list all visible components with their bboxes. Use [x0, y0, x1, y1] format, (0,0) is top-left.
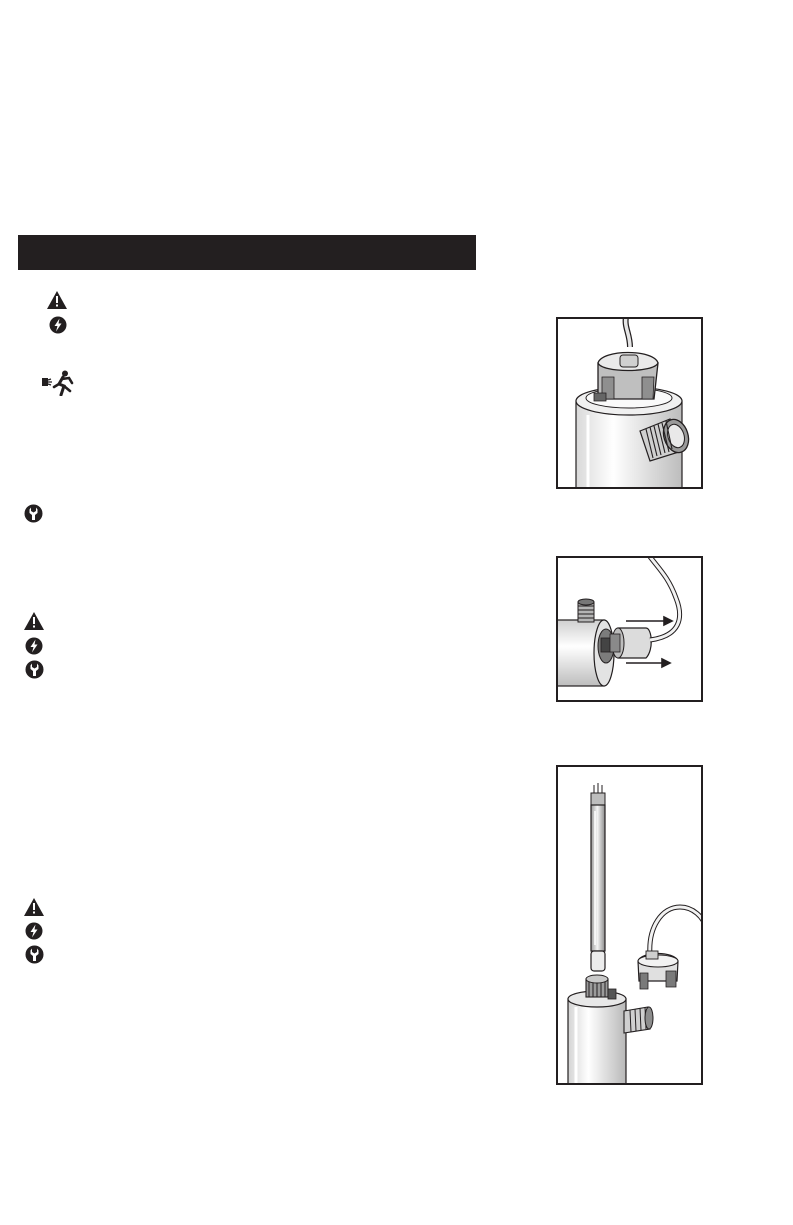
warning-triangle-icon [47, 291, 67, 309]
connector-removal-illustration [556, 556, 703, 702]
injury-hazard-icon [42, 370, 76, 396]
uv-lamp-removal-illustration [556, 765, 703, 1085]
section-header-bar [18, 235, 476, 270]
wrench-icon [25, 945, 44, 964]
warning-triangle-icon [24, 612, 44, 630]
electric-shock-icon [25, 922, 43, 940]
uv-system-connector-illustration [556, 317, 703, 489]
electric-shock-icon [25, 637, 43, 655]
wrench-icon [25, 660, 44, 679]
electric-shock-icon [49, 316, 67, 334]
wrench-icon [24, 504, 43, 523]
warning-triangle-icon [24, 898, 44, 916]
